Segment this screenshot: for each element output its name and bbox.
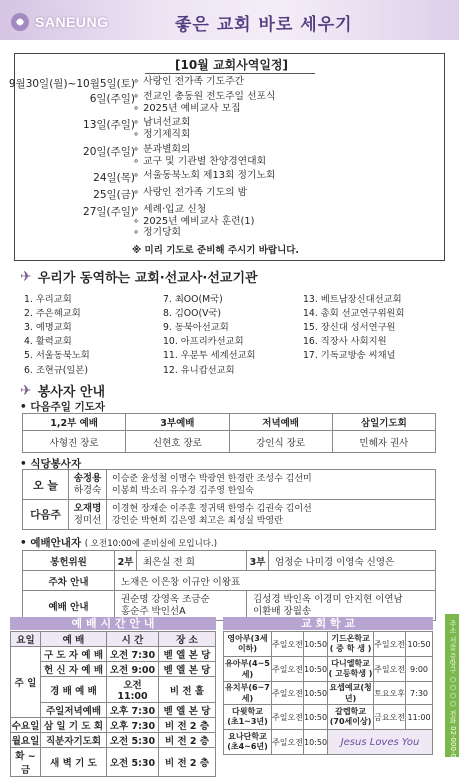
table-cell: 사형진 장로 <box>23 431 126 453</box>
org-item: 17. 기독교방송 씨채널 <box>303 350 396 361</box>
names-line: 권순명 강영옥 조금순 <box>121 593 210 605</box>
org-item: 13. 베트남장신대선교회 <box>303 294 402 305</box>
volunteers-heading <box>20 381 105 400</box>
org-item: 10. 아프리카선교회 <box>163 336 244 347</box>
table-cell: 주일오전 <box>272 705 304 730</box>
table-cell: 10:50 <box>304 682 328 705</box>
schedule-date: 27일(주일) <box>83 206 135 218</box>
volunteers-title: 봉사자 안내 <box>37 385 106 400</box>
table-header: 시 간 <box>107 632 159 647</box>
table-cell: 민혜자 권사 <box>332 431 435 453</box>
org-item: 15. 장신대 성서연구원 <box>303 322 396 333</box>
table-cell <box>247 591 436 621</box>
table-cell: 오후 7:30 <box>107 718 159 733</box>
table-cell: 주일오전 <box>272 632 304 657</box>
schedule-item: ∘ 사랑인 전가족 기도의 밤 <box>133 187 433 199</box>
table-cell: 오전 11:00 <box>107 677 159 703</box>
table-cell: 오전 7:30 <box>107 647 159 662</box>
table-cell: 금요오전 <box>374 705 406 730</box>
worship-times-title: 예 배 시 간 안 내 <box>10 617 216 630</box>
table-cell: 3부 <box>247 551 269 571</box>
table-cell: 주일오전 <box>272 682 304 705</box>
logo-mark-icon <box>10 12 30 32</box>
dove-icon: ✈ <box>20 382 32 399</box>
org-item: 4. 활력교회 <box>24 336 72 347</box>
table-cell: 새 벽 기 도 <box>41 748 107 777</box>
schedule-date: 25일(금) <box>93 189 135 201</box>
kitchen-table <box>22 469 436 530</box>
table-cell: 주일오전 <box>272 730 304 755</box>
row-label: 봉헌위원 <box>23 551 115 571</box>
org-item: 7. 최OO(M국) <box>163 294 223 305</box>
table-header: 1,2부 예배 <box>23 414 126 431</box>
table-cell: 10:50 <box>304 657 328 682</box>
church-logo <box>10 12 109 32</box>
table-cell: 강인식 장로 <box>229 431 332 453</box>
schedule-item: ∘ 정기당회 <box>133 227 433 239</box>
table-cell: 주일오전 <box>374 657 406 682</box>
sidebar-text: 주소 서울 중랑구 ○○○○ 전화 02-000-0000 <box>449 620 457 772</box>
table-header: 삼일기도회 <box>332 414 435 431</box>
table-cell: 오전 9:00 <box>107 662 159 677</box>
prayer-subtitle: • 다음주일 기도자 <box>20 401 106 413</box>
table-cell: 직분자기도회 <box>41 733 107 748</box>
church-school-panel <box>223 617 433 757</box>
leader-cell <box>69 500 107 530</box>
table-cell: 토요오후 <box>374 682 406 705</box>
table-cell: 9:00 <box>406 657 433 682</box>
table-cell: 유아부(4~5세) <box>224 657 272 682</box>
table-cell: 벧 엘 본 당 <box>159 662 216 677</box>
table-cell: 비 전 2 층 <box>159 748 216 777</box>
names-line: 이경현 장재순 이주훈 정귀택 한영수 김권숙 김이선 <box>112 503 312 514</box>
schedule-item: ∘ 남녀선교회 <box>133 117 433 129</box>
names-line: 강인순 박현희 김은영 최고은 최성실 박영란 <box>112 515 283 526</box>
schedule-item: ∘ 사랑인 전가족 기도주간 <box>133 76 433 88</box>
worship-times-table <box>10 631 216 777</box>
schedule-row <box>15 144 446 167</box>
table-cell: 비 전 2 층 <box>159 718 216 733</box>
prayer-table <box>22 413 436 453</box>
table-cell: 갈렙학교 (70세이상) <box>328 705 374 730</box>
table-cell: 기드온학교 ( 중 학 생 ) <box>328 632 374 657</box>
row-label: 오 늘 <box>23 470 69 500</box>
school-table <box>223 631 433 755</box>
orgs-title: 우리가 동역하는 교회·선교사·선교기관 <box>37 271 258 286</box>
org-item: 16. 직장사 사회지원 <box>303 336 387 347</box>
schedule-note: ※ 미리 기도로 준비해 주시기 바랍니다. <box>132 245 300 256</box>
table-cell: 다윗학교 (초1~3년) <box>224 705 272 730</box>
table-cell: 헌 신 자 예 배 <box>41 662 107 677</box>
table-header: 예 배 <box>41 632 107 647</box>
names-cell <box>107 500 436 530</box>
header-banner <box>0 0 459 40</box>
org-item: 2. 주은혜교회 <box>24 308 81 319</box>
table-cell: 신현호 장로 <box>126 431 229 453</box>
table-cell: 영아부(3세이하) <box>224 632 272 657</box>
org-item: 5. 서울동북노회 <box>24 350 90 361</box>
leader-cell <box>69 470 107 500</box>
schedule-item: ∘ 교구 및 기관별 찬양경연대회 <box>133 156 433 168</box>
day-cell: 월요일 <box>11 733 41 748</box>
schedule-row <box>15 187 446 202</box>
table-cell: 11:00 <box>406 705 433 730</box>
names-line: 이봉희 박소리 유수경 김주영 한일숙 <box>112 485 254 496</box>
org-item: 1. 우리교회 <box>24 294 72 305</box>
day-cell: 화 ~ 금 <box>11 748 41 777</box>
table-header: 요일 <box>11 632 41 647</box>
schedule-row <box>15 91 446 114</box>
schedule-item: ∘ 정기제직회 <box>133 129 433 141</box>
table-cell: 경 배 예 배 <box>41 677 107 703</box>
day-cell: 수요일 <box>11 718 41 733</box>
leader-name: 송정용 <box>73 472 102 484</box>
schedule-item: ∘ 전교인 총동원 전도주일 선포식 <box>133 91 433 103</box>
schedule-date: 6일(주일) <box>89 93 135 105</box>
table-cell: 10:50 <box>304 705 328 730</box>
table-cell: 오전 5:30 <box>107 733 159 748</box>
table-cell: 엄정순 나미경 이영숙 신영은 <box>269 551 436 571</box>
worship-times-panel <box>10 617 216 776</box>
names-line: 홍순주 박인선A <box>121 605 186 617</box>
org-item: 8. 김OO(V국) <box>163 308 222 319</box>
table-cell: 10:50 <box>406 632 433 657</box>
table-cell: 다니엘학교 ( 고등학생 ) <box>328 657 374 682</box>
schedule-row <box>15 170 446 185</box>
org-item: 12. 유니캅선교회 <box>163 365 235 376</box>
service-subtitle <box>20 535 217 550</box>
service-note: ( 오전10:00에 준비실에 모입니다.) <box>84 539 218 549</box>
schedule-item: ∘ 세례·입교 신청 <box>133 204 433 216</box>
names-line: 김성경 박인옥 이경미 안지현 이연남 <box>253 593 403 605</box>
table-header: 3부예배 <box>126 414 229 431</box>
leader-name: 정미선 <box>73 514 102 526</box>
table-cell: 삼 일 기 도 회 <box>41 718 107 733</box>
schedule-row <box>8 76 446 91</box>
table-cell: 요셉예교(청년) <box>329 683 372 703</box>
kitchen-subtitle: • 식당봉사자 <box>20 458 82 470</box>
leader-name: 하경숙 <box>73 484 102 496</box>
dove-icon: ✈ <box>20 268 32 285</box>
row-label: 다음주 <box>23 500 69 530</box>
org-item: 11. 우분투 세계선교회 <box>163 350 256 361</box>
names-line: 이승준 윤성철 이명수 박광연 한경란 조성수 김선미 <box>112 473 312 484</box>
table-cell: 오전 5:30 <box>107 748 159 777</box>
leader-name: 오재명 <box>73 502 102 514</box>
table-cell: 비 전 2 층 <box>159 733 216 748</box>
service-title: • 예배안내자 <box>20 537 82 549</box>
page-title: 좋은 교회 바로 세우기 <box>175 15 353 35</box>
table-cell: 노재은 이은창 이규안 이왕표 <box>115 571 436 591</box>
schedule-row <box>15 117 446 140</box>
org-item: 6. 조현규(일본) <box>24 365 88 376</box>
table-cell: 비 전 홀 <box>159 677 216 703</box>
table-cell: 7:30 <box>406 682 433 705</box>
school-title: 교 회 학 교 <box>223 617 433 630</box>
table-cell: 구 도 자 예 배 <box>41 647 107 662</box>
table-cell: 최은실 전 희 <box>137 551 247 571</box>
schedule-item: ∘ 2025년 예비교사 모집 <box>133 103 433 115</box>
service-table <box>22 550 436 621</box>
schedule-item: ∘ 분과별회의 <box>133 144 433 156</box>
names-cell <box>107 470 436 500</box>
schedule-date: 20일(주일) <box>83 146 135 158</box>
table-cell: 요나단학교 (초4~6년) <box>224 730 272 755</box>
table-cell: 주일저녁예배 <box>41 703 107 718</box>
table-header: 장 소 <box>159 632 216 647</box>
table-cell: 2부 <box>115 551 137 571</box>
table-cell: 유치부(6~7세) <box>225 683 270 703</box>
orgs-heading <box>20 267 258 286</box>
schedule-date: 13일(주일) <box>83 119 135 131</box>
names-line: 이환배 장월송 <box>253 605 312 617</box>
schedule-date: 9월30일(월)~10월5일(토) <box>8 78 135 90</box>
table-cell: 주일오전 <box>272 657 304 682</box>
row-label: 예배 안내 <box>23 591 115 621</box>
table-cell: 주일오전 <box>374 632 406 657</box>
table-cell: 10:50 <box>304 730 328 755</box>
schedule-item: ∘ 서울동북노회 제13회 정기노회 <box>133 170 433 182</box>
slogan-cell: Jesus Loves You <box>328 730 433 755</box>
table-cell: 벧 엘 본 당 <box>159 703 216 718</box>
day-cell: 주 일 <box>11 647 41 718</box>
schedule-box <box>8 53 445 261</box>
divider <box>145 73 315 74</box>
schedule-title: [10월 교회사역일정] <box>175 58 288 72</box>
table-header: 저녁예배 <box>229 414 332 431</box>
schedule-row <box>15 204 446 238</box>
table-cell <box>115 591 247 621</box>
org-item: 3. 예명교회 <box>24 322 72 333</box>
logo-text: SANEUNG <box>35 14 109 30</box>
row-label: 주차 안내 <box>23 571 115 591</box>
table-cell: 오후 7:30 <box>107 703 159 718</box>
org-item: 14. 총회 선교연구위원회 <box>303 308 405 319</box>
schedule-item: ∘ 2025년 예비교사 훈련(1) <box>133 216 433 228</box>
schedule-date: 24일(목) <box>93 172 135 184</box>
table-cell: 10:50 <box>304 632 328 657</box>
org-item: 9. 동북아선교회 <box>163 322 229 333</box>
table-cell: 벧 엘 본 당 <box>159 647 216 662</box>
